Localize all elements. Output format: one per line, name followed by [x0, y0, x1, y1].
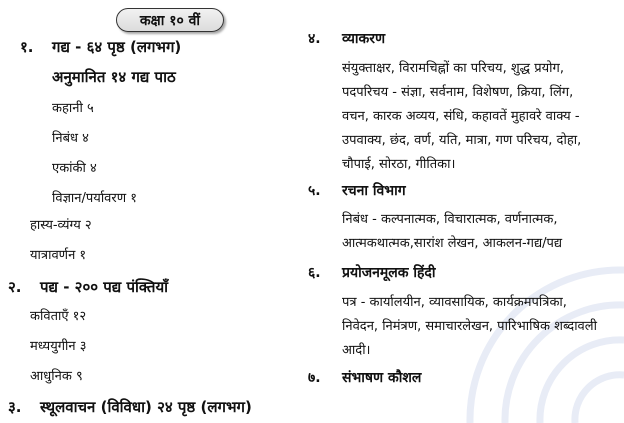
section-6-line: आदी।: [342, 343, 371, 358]
section-6-heading: प्रयोजनमूलक हिंदी: [342, 265, 436, 281]
section-5-line: निबंध - कल्पनात्मक, विचारात्मक, वर्णनात्मक,: [342, 212, 558, 227]
section-5-line: आत्मकथात्मक,सारांश लेखन, आकलन-गद्य/पद्य: [342, 236, 563, 251]
section-1-item: निबंध ४: [52, 131, 89, 146]
section-6-line: निवेदन, निमंत्रण, समाचारलेखन, पारिभाषिक शब्दावली: [342, 319, 597, 334]
section-5-heading: रचना विभाग: [342, 183, 406, 199]
section-2-heading: पद्य - २०० पद्य पंक्तियाँ: [40, 278, 169, 296]
section-1-subheading: अनुमानित १४ गद्य पाठ: [52, 68, 176, 86]
section-4-line: उपवाक्य, छंद, वर्ण, यति, मात्रा, गण परिचय, दोहा,: [342, 133, 582, 148]
section-5-number: ५.: [308, 183, 321, 199]
section-4-line: चौपाई, सोरठा, गीतिका।: [342, 157, 456, 172]
section-1-item: कहानी ५: [52, 101, 94, 116]
class-title: कक्षा १० वीं: [139, 12, 201, 29]
section-7-heading: संभाषण कौशल: [342, 370, 422, 386]
section-3-heading: स्थूलवाचन (विविधा) २४ पृष्ठ (लगभग): [40, 398, 252, 416]
section-1-item: एकांकी ४: [52, 161, 97, 176]
section-1-heading: गद्य - ६४ पृष्ठ (लगभग): [52, 38, 182, 56]
section-1-number: १.: [20, 38, 34, 56]
section-7-number: ७.: [308, 370, 321, 386]
section-2-number: २.: [8, 278, 22, 296]
section-1-item: विज्ञान/पर्यावरण १: [52, 191, 138, 206]
section-2-item: मध्ययुगीन ३: [30, 339, 87, 354]
class-title-badge: [116, 8, 224, 32]
section-3-number: ३.: [8, 398, 22, 416]
section-6-number: ६.: [308, 265, 321, 281]
section-4-line: पदपरिचय - संज्ञा, सर्वनाम, विशेषण, क्रिया, लिंग,: [342, 85, 574, 100]
section-4-line: वचन, कारक अव्यय, संधि, कहावतें मुहावरे वाक्य -: [342, 109, 580, 124]
section-4-line: संयुक्ताक्षर, विरामचिह्नों का परिचय, शुद्ध प्रयोग,: [342, 61, 564, 76]
section-6-line: पत्र - कार्यालयीन, व्यावसायिक, कार्यक्रमपत्रिका,: [342, 295, 567, 310]
section-4-heading: व्याकरण: [342, 31, 386, 47]
section-1-item: हास्य-व्यंग्य २: [30, 218, 92, 233]
section-2-item: कविताएँ १२: [30, 309, 87, 324]
section-4-number: ४.: [308, 31, 321, 47]
section-1-item: यात्रावर्णन १: [30, 248, 87, 263]
section-2-item: आधुनिक ९: [30, 369, 83, 384]
